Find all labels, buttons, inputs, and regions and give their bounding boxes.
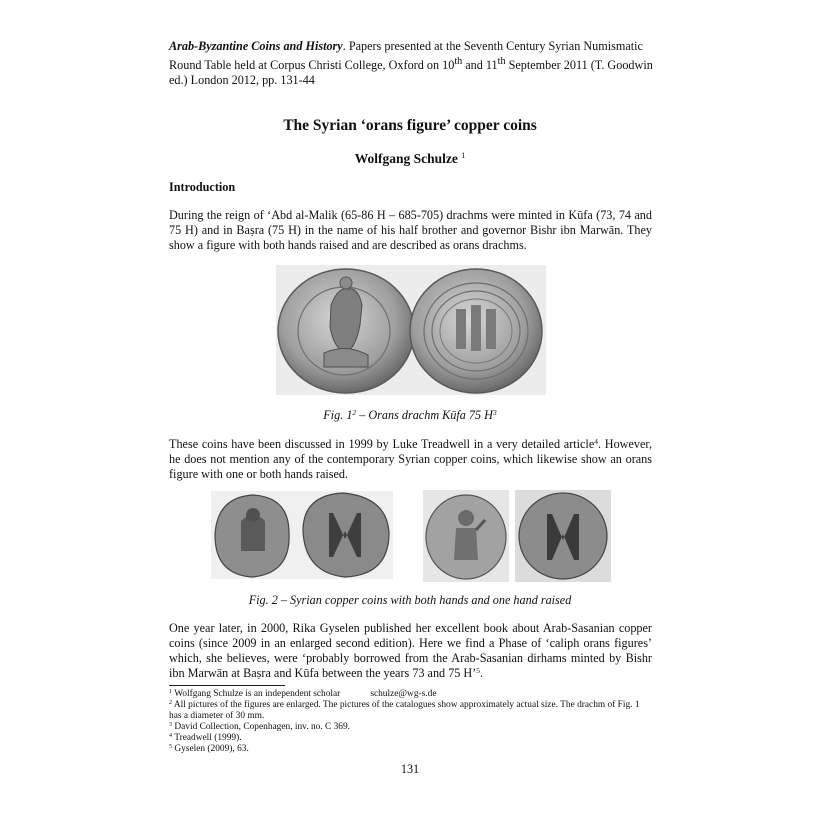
header-sup-1: th (454, 56, 463, 67)
footnote-text: Gyselen (2009), 63. (174, 744, 249, 754)
p3-text-a: One year later, in 2000, Rika Gyselen published her excellent book about Arab-Sasanian copper coins (since 2009 in an enlarged second edition). Here we find a Phase of ‘caliph orans figures’ which, she believes, were ‘probably borrowed from the Arab-Sasanian dirhams minted by Bishr ibn Marwān at Baṣra and Kūfa between the years 73 and 75 H’ (169, 621, 652, 680)
footnote-3 (169, 722, 652, 733)
paragraph-treadwell (169, 437, 652, 482)
paragraph-gyselen (169, 621, 652, 681)
drachm-obverse (278, 269, 414, 393)
footnote-number: 1 (169, 689, 172, 695)
footnote-1 (169, 689, 652, 700)
fig1-caption-a: Fig. 1 (323, 408, 353, 422)
header-text-3: September 2011 (T. Goodwin ed.) London 2012, pp. 131-44 (169, 58, 653, 88)
header-sup-2: th (497, 56, 506, 67)
figure-2-left-image (211, 491, 393, 579)
copper-coins-both-hands (211, 491, 393, 579)
footnote-text: David Collection, Copenhagen, inv. no. C 369. (174, 722, 351, 732)
footnote-text: All pictures of the figures are enlarged. The pictures of the catalogues show approximately actual size. The drachm of Fig. 1 has a diameter of 30 mm. (169, 700, 640, 721)
author-email: schulze@wg-s.de (370, 689, 437, 699)
author-name: Wolfgang Schulze (354, 151, 458, 166)
header-text-2: and 11 (462, 58, 498, 73)
copper-coins-one-hand (423, 490, 611, 582)
page-number: 131 (400, 762, 420, 776)
orans-drachm-image (276, 265, 546, 395)
p2-text-a: These coins have been discussed in 1999 by Luke Treadwell in a very detailed article (169, 437, 595, 451)
header-text-1: . Papers presented at the Seventh Century Syrian Numismatic Round Table held at Corpus Christi College, Oxford on 10 (169, 39, 643, 73)
footnote-5 (169, 744, 652, 755)
footnote-divider (169, 685, 285, 686)
footnote-text: Wolfgang Schulze is an independent scholar (174, 689, 341, 699)
footnote-4 (169, 733, 652, 744)
footnotes (169, 689, 652, 755)
footnote-number: 5 (169, 744, 172, 750)
section-heading: Introduction (169, 180, 236, 194)
p2-text-b: . However, he does not mention any of the contemporary Syrian copper coins, which likewise show an orans figure with one or both hands raised. (169, 437, 652, 481)
footnote-number: 4 (169, 733, 172, 739)
fig1-caption-b: – Orans drachm Kūfa 75 H (356, 408, 493, 422)
figure-2-right-image (423, 490, 611, 582)
figure-2-caption: Fig. 2 – Syrian copper coins with both hands and one hand raised (248, 593, 572, 607)
author-note-ref: 1 (461, 151, 466, 160)
p3-text-b: . (480, 666, 484, 680)
fig1-caption-ref2: 3 (492, 408, 497, 417)
paper-title: The Syrian ‘orans figure’ copper coins (283, 117, 537, 134)
citation-header (169, 39, 659, 88)
footnote-2 (169, 700, 652, 722)
paragraph-intro: During the reign of ‘Abd al-Malik (65-86 H – 685-705) drachms were minted in Kūfa (73, 74 and 75 H) and in Baṣra (75 H) in the name of his half brother and governor Bishr ibn Marwān. They show a figure with both hands raised and are described as orans drachms. (169, 208, 652, 252)
p3-footnote-ref: 5 (476, 666, 481, 675)
figure-1-image (276, 265, 546, 395)
drachm-reverse (410, 269, 542, 393)
author-line (0, 151, 820, 167)
figure-1-caption (0, 408, 820, 423)
p2-footnote-ref: 4 (594, 437, 598, 446)
footnote-number: 2 (169, 700, 172, 706)
footnote-text: Treadwell (1999). (174, 733, 242, 743)
journal-title: Arab-Byzantine Coins and History (169, 39, 343, 53)
fig1-caption-ref: 2 (352, 408, 357, 417)
footnote-number: 3 (169, 722, 172, 728)
